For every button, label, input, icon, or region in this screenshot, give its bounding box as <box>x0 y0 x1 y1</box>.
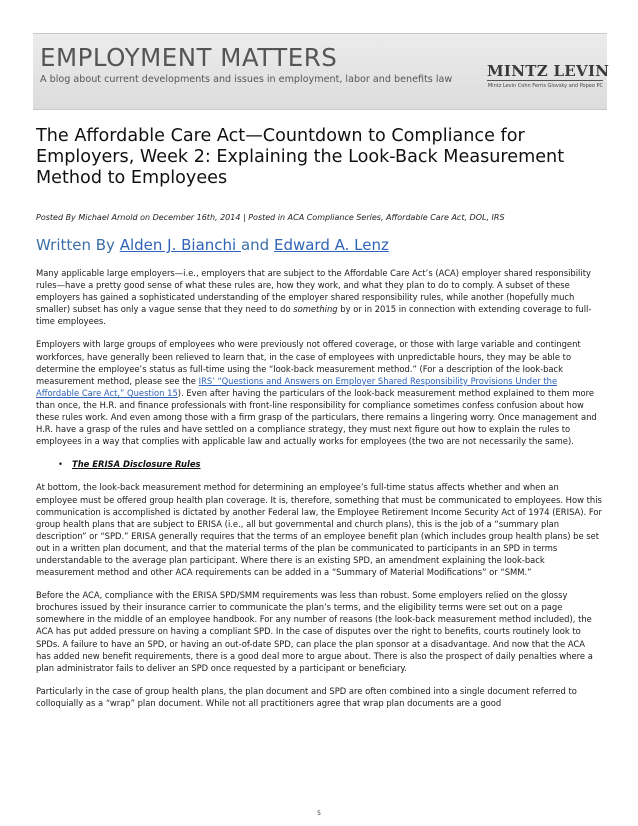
blog-title: EMPLOYMENT MATTERS <box>40 43 338 72</box>
bullet-dot-icon: • <box>58 459 63 470</box>
post-meta: Posted By Michael Arnold on December 16th, 2014 | Posted in ACA Compliance Series, Affordable Care Act, DOL, IRS <box>36 213 505 222</box>
bullet-erisa <box>58 458 602 470</box>
firm-logo <box>487 62 610 89</box>
logo-rule <box>487 80 603 81</box>
byline-and: and <box>240 236 274 254</box>
paragraph-1: Many applicable large employers—i.e., employers that are subject to the Affordable Care Act’s (ACA) employer shared responsibility rules—have a pretty good sense of what these rules are, how they work, and what they plan to do to comply. A subset of these employers has gained a sophisticated understanding of the employer shared responsibility rules, while another (hopefully much smaller) subset has only a vague sense that they need to do something by or in 2015 in connection with extending coverage to full-time employees. <box>36 268 592 327</box>
paragraph-4: Before the ACA, compliance with the ERISA SPD/SMM requirements was less than robust. Some employers relied on the glossy brochures issued by their insurance carrier to communicate the plan’s terms, and the eligibility terms were set out on a page somewhere in the middle of an employee handbook. For any number of reasons (the look-back measurement method included), the ACA has put added pressure on having a compliant SPD. In the case of disputes over the right to benefits, courts routinely look to SPDs. A failure to have an SPD, or having an out-of-date SPD, can place the plan sponsor at a disadvantage. And now that the ACA has added new benefit requirements, there is a good deal more to argue about. There is also the prospect of daily penalties where a plan administrator fails to deliver an SPD once requested by a participant or beneficiary. <box>36 590 593 673</box>
emphasis-something: something <box>293 304 338 315</box>
byline-prefix: Written By <box>36 236 120 254</box>
byline <box>36 236 389 254</box>
article-body <box>36 267 602 720</box>
page-number: 5 <box>317 810 321 817</box>
logo-tagline: Mintz Levin Cohn Ferris Glovsky and Popeo PC <box>487 83 603 89</box>
irs-qa-link[interactable]: IRS’ “Questions and Answers on Employer Shared Responsibility Provisions Under the Affordable Care Act,” Question 15 <box>36 375 558 398</box>
author-link-bianchi[interactable]: Alden J. Bianchi <box>119 236 241 254</box>
blog-subtitle: A blog about current developments and issues in employment, labor and benefits law <box>40 74 453 85</box>
blog-banner <box>33 33 610 110</box>
author-link-lenz[interactable]: Edward A. Lenz <box>273 236 389 254</box>
paragraph-3: At bottom, the look-back measurement method for determining an employee’s full-time status affects whether and when an employee must be offered group health plan coverage. It is, therefore, something that must be communicated to employees. How this communication is accomplished is dictated by another Federal law, the Employee Retirement Income Security Act of 1974 (ERISA). For group health plans that are subject to ERISA (i.e., all but governmental and church plans), this is the job of a “summary plan description” or “SPD.” ERISA generally requires that the terms of an employee benefit plan (which includes group health plans) be set out in a written plan document, and that the material terms of the plan be communicated to participants in an SPD in terms understandable to the average plan participant. Where there is an existing SPD, an amendment explaining the look-back measurement method and other ACA requirements can be added in a “Summary of Material Modifications” or “SMM.” <box>36 482 602 578</box>
article-title: The Affordable Care Act—Countdown to Compliance for Employers, Week 2: Explaining the Look-Back Measurement Method to Employees <box>36 126 565 188</box>
paragraph-2: Employers with large groups of employees who were previously not offered coverage, or those with large variable and contingent workforces, have generally been relieved to learn that, in the case of employees with unpredictable hours, they may be able to determine the employee’s status as full-time using the “look-back measurement method.” (For a description of the look-back measurement method, please see the IRS’ “Questions and Answers on Employer Shared Responsibility Provisions Under the Affordable Care Act,” Question 15). Even after having the particulars of the look-back measurement method explained to them more than once, the H.R. and finance professionals with front-line responsibility for compliance sometimes confess confusion about how these rules work. And even among those with a firm grasp of the particulars, there remains a lingering worry. Once management and H.R. have a grasp of the rules and have settled on a compliance strategy, they must next figure out how to explain the rules to employees in a way that complies with applicable law and actually works for employees (the two are not necessarily the same). <box>36 339 597 447</box>
logo-name: MINTZ LEVIN <box>487 62 610 80</box>
erisa-heading-link[interactable]: The ERISA Disclosure Rules <box>72 459 201 470</box>
paragraph-5: Particularly in the case of group health plans, the plan document and SPD are often combined into a single document referred to colloquially as a “wrap” plan document. While not all practitioners agree that wrap plan documents are a good <box>36 685 577 708</box>
